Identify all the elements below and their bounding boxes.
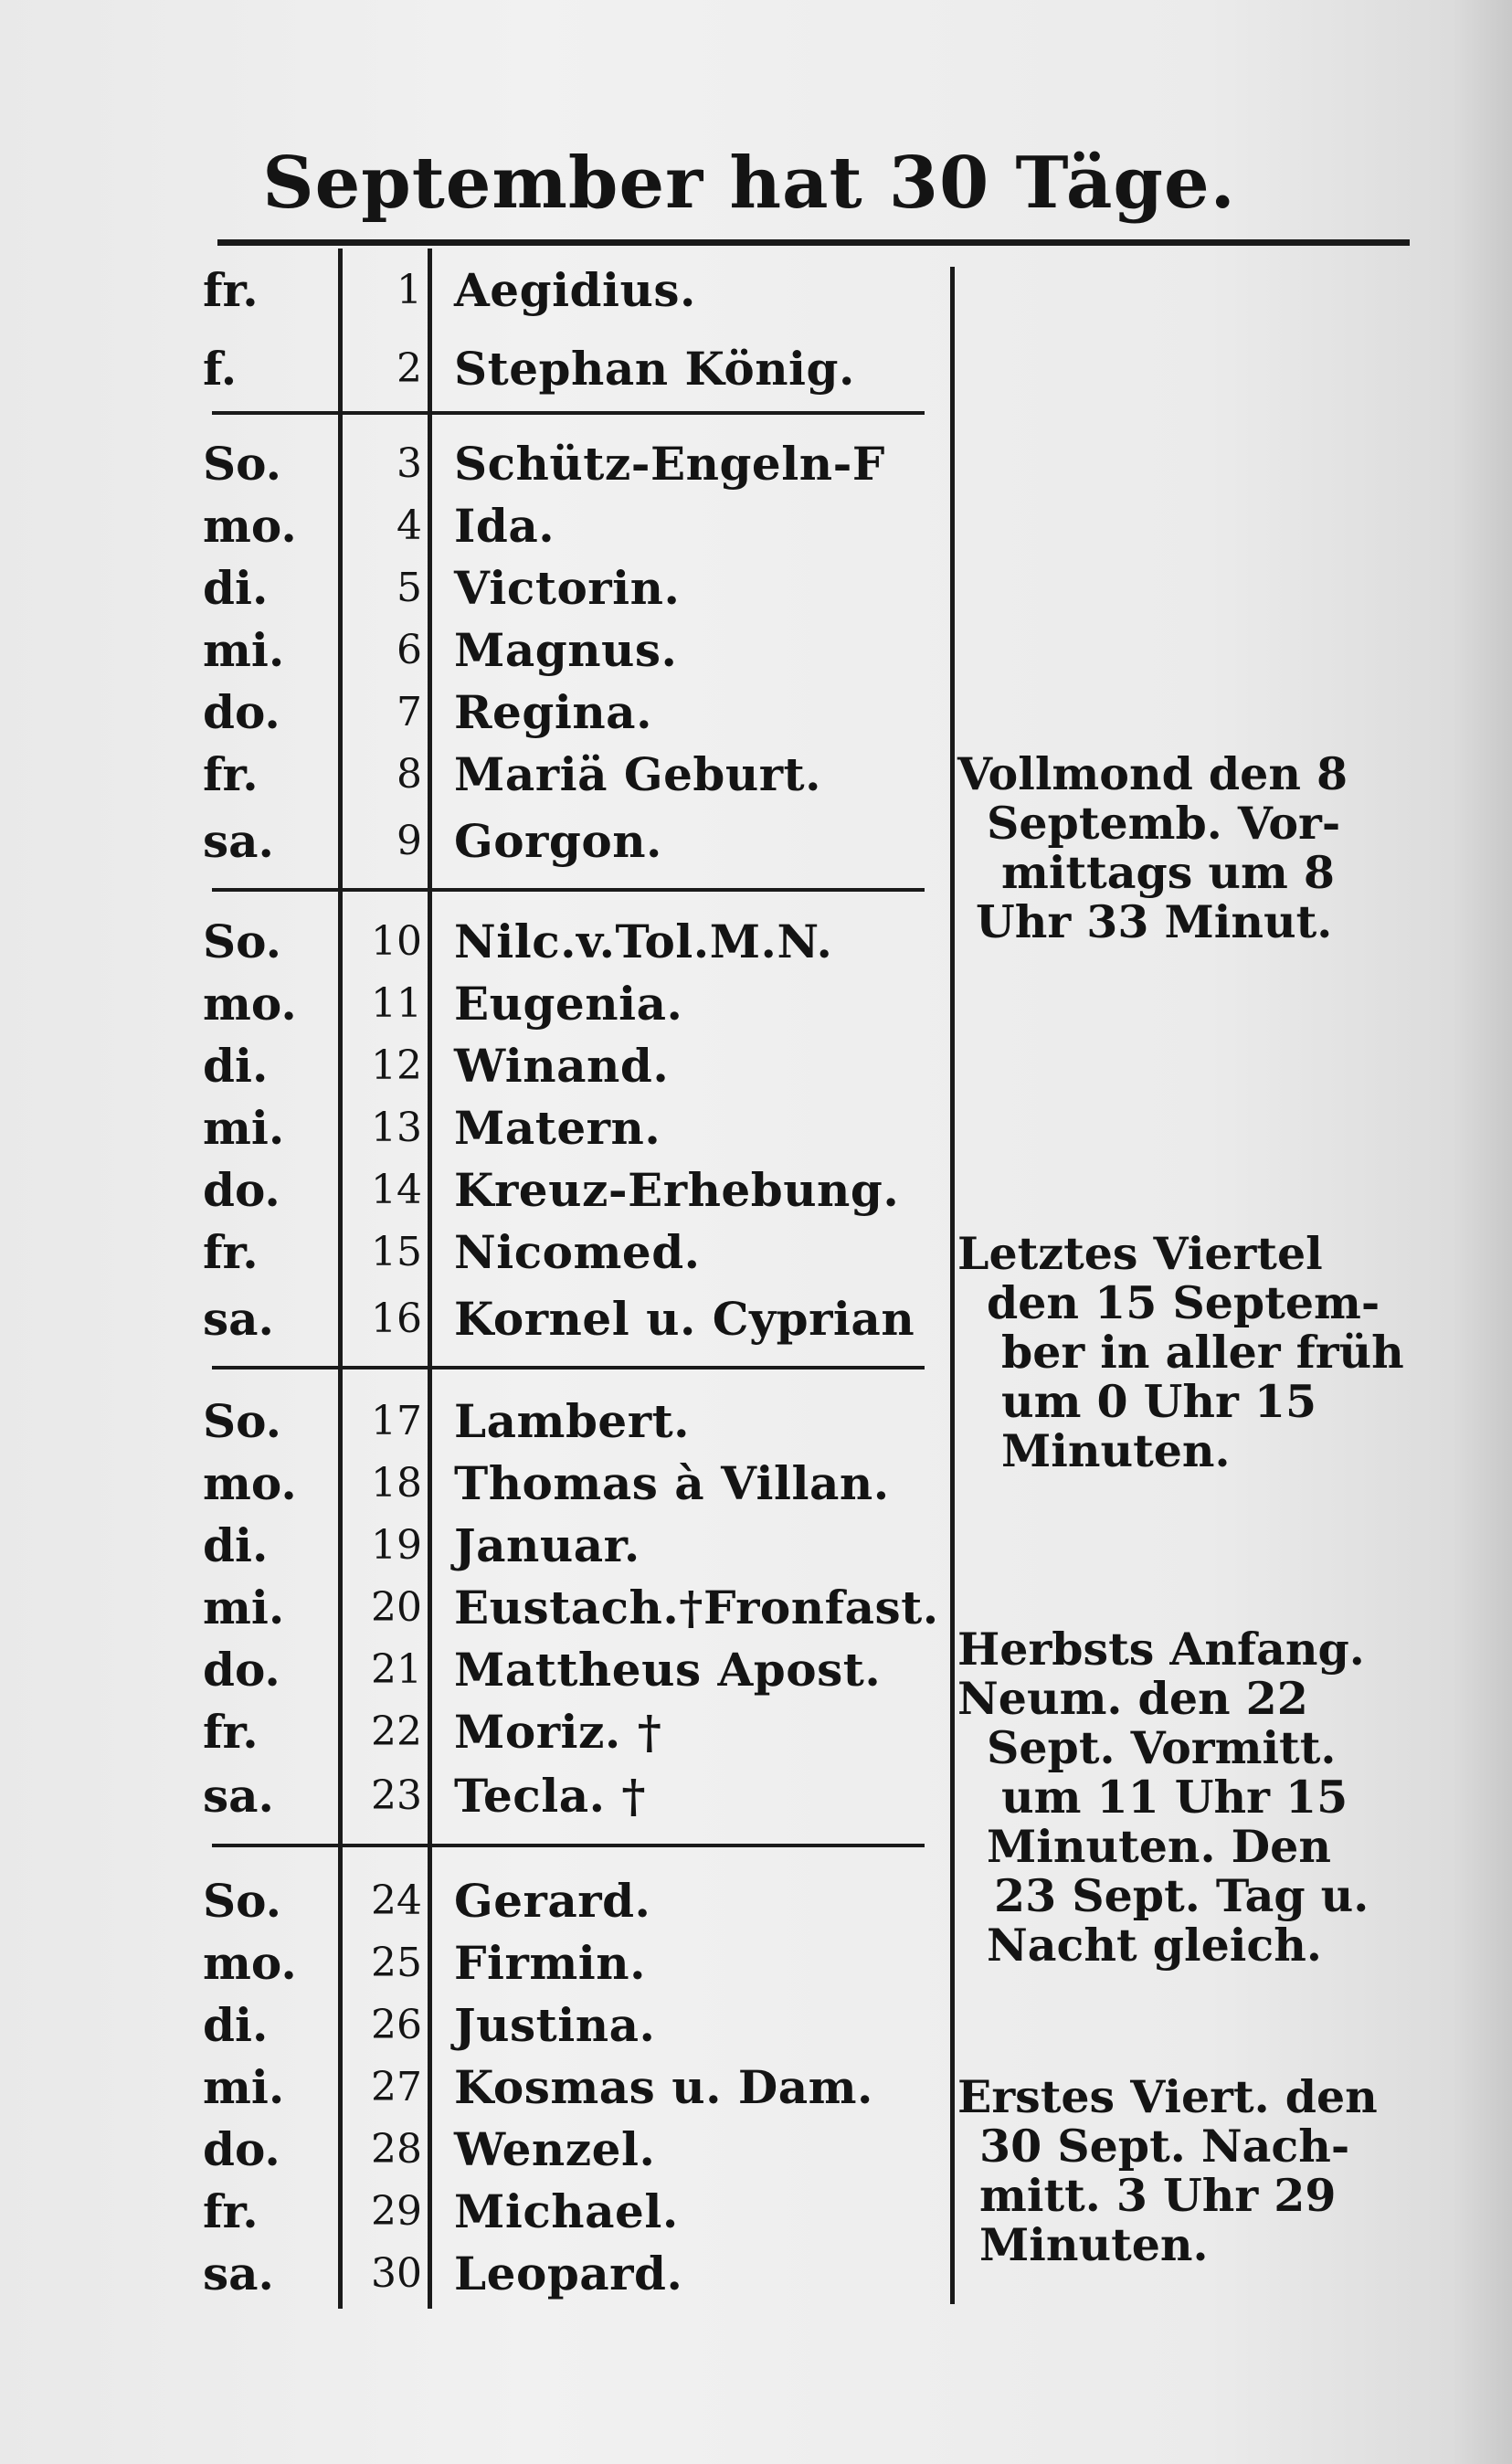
day-row [203,1456,952,1510]
weekday: mi. [203,1581,285,1634]
saint-name: Magnus. [454,623,678,677]
weekday: mi. [203,1101,285,1155]
weekday: sa. [203,1292,274,1346]
saint-name: Firmin. [454,1936,646,1990]
day-row [203,2184,952,2238]
weekday: do. [203,685,280,739]
day-row [203,1394,952,1448]
note-line: Minuten. [1001,1424,1231,1477]
weekday: fr. [203,1225,259,1279]
note-line: den 15 Septem- [987,1276,1380,1329]
weekday: di. [203,1039,269,1093]
day-row [203,1936,952,1990]
day-row [203,2247,952,2300]
saint-name: Eustach.†Fronfast. [454,1581,939,1634]
day-row [203,747,952,801]
weekday: mo. [203,1456,297,1510]
day-row [203,342,952,396]
day-number: 21 [371,1646,422,1693]
day-row [203,561,952,615]
day-number: 29 [371,2188,422,2235]
weekday: mi. [203,623,285,677]
saint-name: Kreuz-Erhebung. [454,1163,900,1217]
weekday: do. [203,1163,280,1217]
note-line: Uhr 33 Minut. [976,895,1333,948]
day-number: 12 [371,1042,422,1089]
day-row [203,2060,952,2114]
day-number: 30 [371,2250,422,2297]
page-title: September hat 30 Täge. [262,142,1236,225]
day-row [203,1101,952,1155]
weekday: sa. [203,814,274,868]
day-number: 6 [397,627,422,673]
day-row [203,1874,952,1928]
week-rule [212,888,925,892]
saint-name: Eugenia. [454,977,683,1031]
weekday: So. [203,437,281,491]
saint-name: Thomas à Villan. [454,1456,890,1510]
weekday: fr. [203,747,259,801]
weekday: do. [203,1643,280,1697]
day-number: 1 [397,267,422,313]
weekday: di. [203,561,269,615]
note-line: Minuten. [979,2218,1209,2271]
saint-name: Tecla. † [454,1769,647,1823]
note-line: Minuten. Den [987,1820,1331,1873]
saint-name: Matern. [454,1101,661,1155]
note-line: um 0 Uhr 15 [1001,1375,1317,1428]
saint-name: Nilc.v.Tol.M.N. [454,915,833,968]
day-row [203,1769,952,1823]
weekday-day-divider [338,249,343,2309]
saint-name: Kosmas u. Dam. [454,2060,873,2114]
day-number: 13 [371,1105,422,1151]
saint-name: Mariä Geburt. [454,747,822,801]
weekday: So. [203,1874,281,1928]
day-number: 25 [371,1940,422,1986]
week-rule [212,1366,925,1369]
day-number: 16 [371,1295,422,1342]
saint-name: Gorgon. [454,814,662,868]
weekday: mo. [203,499,297,553]
saint-name: Leopard. [454,2247,683,2300]
saint-name: Mattheus Apost. [454,1643,882,1697]
autumn-note [957,1624,1396,1970]
note-line: Erstes Viert. den [957,2070,1378,2123]
note-line: Neum. den 22 [957,1672,1308,1725]
note-line: mitt. 3 Uhr 29 [979,2169,1337,2222]
weekday: sa. [203,1769,274,1823]
week-rule [212,411,925,415]
day-row [203,685,952,739]
day-number: 17 [371,1398,422,1444]
day-row [203,1581,952,1634]
day-number: 3 [397,440,422,487]
saint-name: Regina. [454,685,652,739]
day-number: 22 [371,1708,422,1755]
day-number: 24 [371,1877,422,1924]
day-number: 10 [371,918,422,965]
note-line: mittags um 8 [1001,846,1336,899]
day-row [203,1518,952,1572]
day-name-divider [428,249,432,2309]
weekday: sa. [203,2247,274,2300]
weekday: fr. [203,1705,259,1759]
day-number: 7 [397,689,422,735]
day-row [203,1998,952,2052]
note-line: ber in aller früh [1001,1326,1404,1379]
last-quarter-note [957,1227,1404,1477]
day-number: 28 [371,2126,422,2173]
note-line: Letztes Viertel [957,1227,1323,1280]
day-number: 2 [397,345,422,392]
saint-name: Aegidius. [454,263,696,317]
saint-name: Winand. [454,1039,670,1093]
day-number: 9 [397,818,422,864]
weekday: So. [203,915,281,968]
day-row [203,1705,952,1759]
note-line: Herbsts Anfang. [957,1623,1365,1676]
weekday: fr. [203,2184,259,2238]
weekday: mi. [203,2060,285,2114]
weekday: di. [203,1998,269,2052]
saint-name: Gerard. [454,1874,651,1928]
day-number: 20 [371,1584,422,1631]
day-number: 14 [371,1167,422,1213]
day-number: 11 [371,980,422,1027]
saint-name: Wenzel. [454,2122,656,2176]
day-row [203,814,952,868]
day-row [203,1163,952,1217]
saint-name: Januar. [454,1518,640,1572]
note-line: Sept. Vormitt. [987,1721,1337,1774]
day-number: 5 [397,565,422,611]
note-line: um 11 Uhr 15 [1001,1771,1348,1824]
saint-name: Michael. [454,2184,679,2238]
day-number: 23 [371,1772,422,1819]
title-rule [217,239,1410,246]
weekday: di. [203,1518,269,1572]
day-number: 4 [397,502,422,549]
day-number: 27 [371,2064,422,2110]
weekday: mo. [203,1936,297,1990]
note-line: Nacht gleich. [987,1919,1322,1972]
weekday: So. [203,1394,281,1448]
full-moon-note [957,749,1396,946]
weekday: do. [203,2122,280,2176]
day-row [203,499,952,553]
day-row [203,1643,952,1697]
saint-name: Nicomed. [454,1225,701,1279]
day-row [203,2122,952,2176]
saint-name: Justina. [454,1998,656,2052]
weekday: f. [203,342,238,396]
day-number: 8 [397,751,422,798]
weekday: mo. [203,977,297,1031]
day-row [203,977,952,1031]
day-number: 18 [371,1460,422,1507]
saint-name: Victorin. [454,561,681,615]
note-line: Septemb. Vor- [987,797,1341,850]
saint-name: Schütz-Engeln-F [454,437,885,491]
note-line: Vollmond den 8 [957,747,1348,800]
day-row [203,437,952,491]
day-number: 15 [371,1229,422,1275]
weekday: fr. [203,263,259,317]
week-rule [212,1844,925,1847]
day-row [203,1292,952,1346]
saint-name: Stephan König. [454,342,855,396]
day-row [203,1039,952,1093]
day-row [203,915,952,968]
saint-name: Kornel u. Cyprian [454,1292,915,1346]
day-row [203,623,952,677]
note-line: 30 Sept. Nach- [979,2120,1350,2173]
saint-name: Moriz. † [454,1705,662,1759]
day-number: 19 [371,1522,422,1569]
first-quarter-note [957,2072,1396,2269]
saint-name: Lambert. [454,1394,691,1448]
day-row [203,1225,952,1279]
day-number: 26 [371,2002,422,2048]
day-row [203,263,952,317]
note-line: 23 Sept. Tag u. [994,1869,1369,1922]
saint-name: Ida. [454,499,555,553]
